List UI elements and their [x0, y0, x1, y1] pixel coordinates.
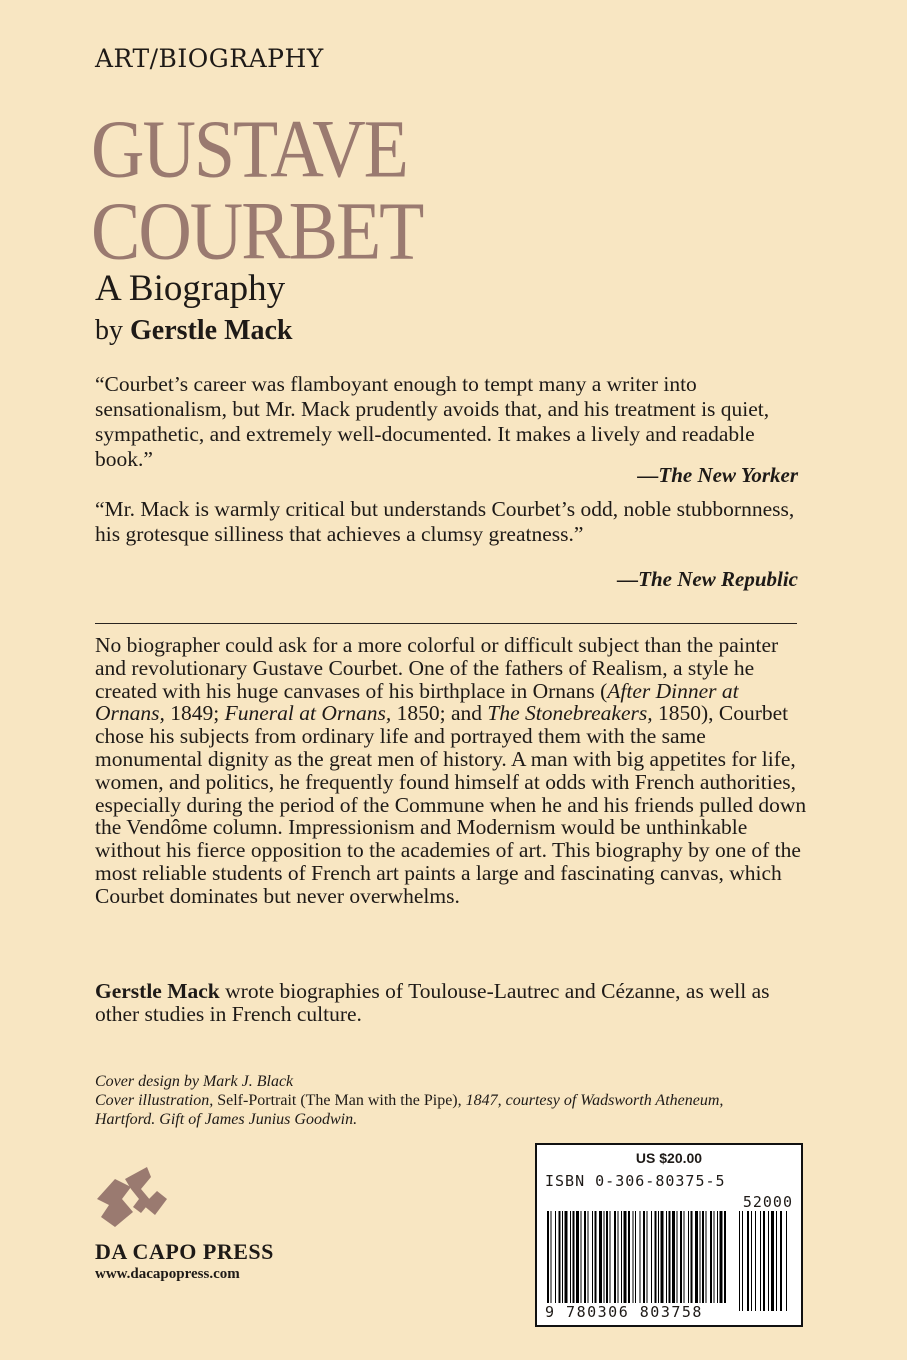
review-source-2: —The New Republic	[617, 567, 798, 591]
description-text-3: 1850; and	[391, 701, 488, 726]
price-label: US $20.00	[635, 1150, 703, 1166]
cover-illustration-credit	[95, 1091, 735, 1129]
book-description	[95, 634, 807, 908]
description-text-4: 1850), Courbet chose his subjects from ordinary life and portrayed them with the same monumental dignity as the great men of history. A man with big appetites for life, women, and politics, he frequently found himself at odds with French authorities, especially during the period of the Commune when he and his friends pulled down the Vendôme column. Impressionism and Modernism would be unthinkable without his fierce opposition to the academies of art. This biography by one of the most reliable students of French art paints a large and fascinating canvas, which Courbet dominates but never overwhelms.	[95, 701, 807, 908]
author-bio-text: wrote biographies of Toulouse-Lautrec and Cézanne, as well as other studies in French culture.	[95, 979, 770, 1026]
da-capo-logo-icon	[95, 1165, 170, 1230]
byline-prefix: by	[95, 315, 123, 346]
review-source-1: —The New Yorker	[637, 463, 798, 487]
illustration-work-title: Self-Portrait (The Man with the Pipe),	[217, 1092, 462, 1109]
book-subtitle: A Biography	[95, 268, 286, 309]
publisher-url: www.dacapopress.com	[95, 1266, 240, 1282]
divider-rule	[95, 623, 797, 624]
work-title-stonebreakers: The Stonebreakers,	[487, 701, 653, 726]
cover-credits	[95, 1072, 735, 1129]
category-label: ART/BIOGRAPHY	[95, 44, 324, 73]
description-text-1: No biographer could ask for a more colorful or difficult subject than the painter and revolutionary Gustave Courbet. One of the fathers of Realism, a style he created with his huge canvases of his birthplace in Ornans (	[95, 633, 779, 703]
review-quote-1: “Courbet’s career was flamboyant enough to tempt many a writer into sensationalism, but Mr. Mack prudently avoids that, and his treatment is quiet, sympathetic, and extremely well-documented. It makes a lively and readable book.”	[95, 372, 770, 471]
barcode-panel	[535, 1143, 803, 1327]
ean-label: 9 780306 803758	[545, 1303, 703, 1321]
illustration-suffix: 1847, courtesy of Wadsworth Atheneum, Hartford. Gift of James Junius Goodwin.	[95, 1092, 724, 1128]
book-title-line-2: COURBET	[91, 185, 423, 278]
byline	[95, 315, 293, 347]
description-text-2: 1849;	[164, 701, 225, 726]
publisher-name: DA CAPO PRESS	[95, 1239, 274, 1264]
work-title-funeral: Funeral at Ornans,	[224, 701, 392, 726]
illustration-prefix: Cover illustration,	[95, 1092, 218, 1109]
author-bio-name: Gerstle Mack	[95, 979, 220, 1003]
author-bio	[95, 980, 807, 1026]
book-title-line-1: GUSTAVE	[91, 103, 407, 196]
isbn-label: ISBN 0-306-80375-5	[545, 1172, 726, 1190]
byline-author: Gerstle Mack	[130, 315, 293, 346]
review-quote-2: “Mr. Mack is warmly critical but understands Courbet’s odd, noble stubbornness, his grotesque silliness that achieves a clumsy greatness.”	[95, 497, 795, 546]
cover-design-credit: Cover design by Mark J. Black	[95, 1073, 294, 1090]
work-title-after-dinner: After Dinner at Ornans,	[95, 678, 739, 726]
price-code-label: 52000	[742, 1193, 793, 1211]
barcode-icon	[547, 1211, 791, 1311]
